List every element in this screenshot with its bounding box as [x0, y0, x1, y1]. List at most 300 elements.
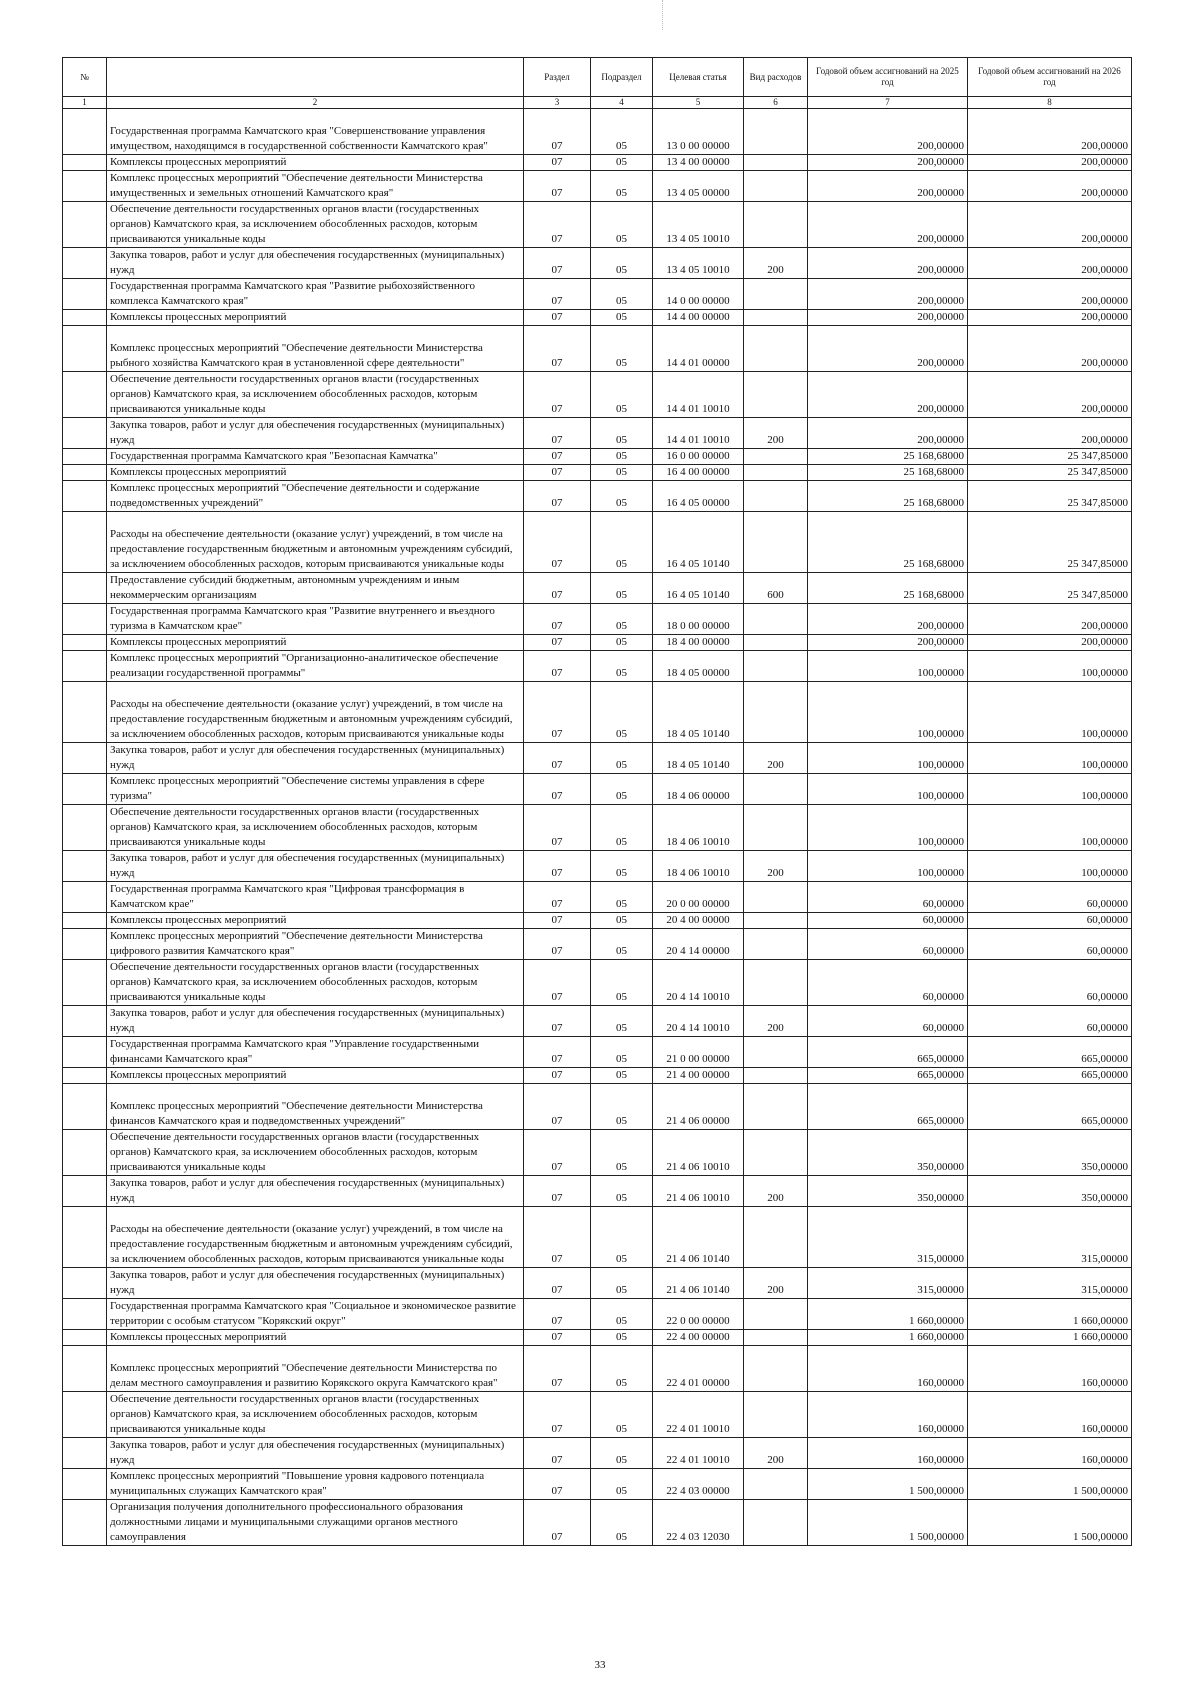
table-row — [63, 651, 1132, 682]
row-razdel-cell: 07 — [524, 481, 591, 512]
table-column-numbers-row — [63, 97, 1132, 109]
row-name-cell: Расходы на обеспечение деятельности (оказание услуг) учреждений, в том числе на предоставление государственным бюджетным и автономным учреждениям субсидий, за исключением обособленных расходов, которым присваиваются уникальные коды — [107, 1207, 524, 1268]
row-amount-2025-cell: 200,00000 — [808, 635, 968, 651]
table-row — [63, 326, 1132, 372]
row-number-cell — [63, 481, 107, 512]
row-name-cell: Государственная программа Камчатского края "Управление государственными финансами Камчатского края" — [107, 1037, 524, 1068]
row-amount-2026-cell: 1 500,00000 — [968, 1500, 1132, 1546]
row-expense-type-cell — [744, 604, 808, 635]
row-amount-2025-cell: 1 660,00000 — [808, 1330, 968, 1346]
row-name-cell: Комплексы процессных мероприятий — [107, 465, 524, 481]
row-amount-2026-cell: 100,00000 — [968, 651, 1132, 682]
row-amount-2025-cell: 60,00000 — [808, 1006, 968, 1037]
row-razdel-cell: 07 — [524, 960, 591, 1006]
row-target-article-cell: 21 4 06 10140 — [653, 1207, 744, 1268]
row-podrazdel-cell: 05 — [591, 929, 653, 960]
row-expense-type-cell — [744, 372, 808, 418]
row-amount-2026-cell: 100,00000 — [968, 805, 1132, 851]
row-name-cell: Закупка товаров, работ и услуг для обеспечения государственных (муниципальных) нужд — [107, 1176, 524, 1207]
row-target-article-cell: 22 4 01 10010 — [653, 1438, 744, 1469]
row-amount-2025-cell: 200,00000 — [808, 248, 968, 279]
table-row — [63, 851, 1132, 882]
table-row — [63, 1068, 1132, 1084]
table-row — [63, 1037, 1132, 1068]
row-target-article-cell: 14 4 00 00000 — [653, 310, 744, 326]
row-expense-type-cell — [744, 1469, 808, 1500]
row-razdel-cell: 07 — [524, 805, 591, 851]
row-number-cell — [63, 1268, 107, 1299]
row-target-article-cell: 13 4 05 00000 — [653, 171, 744, 202]
row-name-cell: Обеспечение деятельности государственных органов власти (государственных органов) Камчатского края, за исключением обособленных расходов, которым присваиваются уникальные коды — [107, 805, 524, 851]
row-podrazdel-cell: 05 — [591, 743, 653, 774]
row-expense-type-cell: 200 — [744, 248, 808, 279]
row-target-article-cell: 18 0 00 00000 — [653, 604, 744, 635]
row-podrazdel-cell: 05 — [591, 1500, 653, 1546]
row-expense-type-cell — [744, 929, 808, 960]
row-expense-type-cell — [744, 1037, 808, 1068]
column-number: 3 — [524, 97, 591, 109]
row-amount-2025-cell: 200,00000 — [808, 155, 968, 171]
table-row — [63, 279, 1132, 310]
row-amount-2025-cell: 60,00000 — [808, 929, 968, 960]
row-amount-2025-cell: 1 500,00000 — [808, 1469, 968, 1500]
row-razdel-cell: 07 — [524, 851, 591, 882]
table-row — [63, 109, 1132, 155]
row-amount-2026-cell: 25 347,85000 — [968, 512, 1132, 573]
row-expense-type-cell — [744, 512, 808, 573]
row-number-cell — [63, 326, 107, 372]
row-amount-2025-cell: 200,00000 — [808, 418, 968, 449]
row-expense-type-cell — [744, 155, 808, 171]
row-target-article-cell: 16 4 05 00000 — [653, 481, 744, 512]
row-razdel-cell: 07 — [524, 929, 591, 960]
row-name-cell: Комплекс процессных мероприятий "Обеспечение деятельности Министерства финансов Камчатского края и подведомственных учреждений" — [107, 1084, 524, 1130]
row-number-cell — [63, 929, 107, 960]
row-podrazdel-cell: 05 — [591, 512, 653, 573]
row-target-article-cell: 16 4 05 10140 — [653, 573, 744, 604]
row-target-article-cell: 13 4 00 00000 — [653, 155, 744, 171]
row-target-article-cell: 18 4 05 10140 — [653, 682, 744, 743]
row-target-article-cell: 18 4 05 00000 — [653, 651, 744, 682]
row-razdel-cell: 07 — [524, 774, 591, 805]
row-number-cell — [63, 1469, 107, 1500]
row-name-cell: Обеспечение деятельности государственных органов власти (государственных органов) Камчатского края, за исключением обособленных расходов, которым присваиваются уникальные коды — [107, 1392, 524, 1438]
table-row — [63, 1299, 1132, 1330]
row-podrazdel-cell: 05 — [591, 449, 653, 465]
row-razdel-cell: 07 — [524, 326, 591, 372]
row-expense-type-cell — [744, 1207, 808, 1268]
row-amount-2026-cell: 60,00000 — [968, 1006, 1132, 1037]
row-amount-2025-cell: 350,00000 — [808, 1176, 968, 1207]
row-number-cell — [63, 960, 107, 1006]
row-amount-2026-cell: 25 347,85000 — [968, 573, 1132, 604]
row-podrazdel-cell: 05 — [591, 1392, 653, 1438]
row-podrazdel-cell: 05 — [591, 1346, 653, 1392]
table-row — [63, 1330, 1132, 1346]
row-amount-2025-cell: 100,00000 — [808, 805, 968, 851]
row-expense-type-cell — [744, 1068, 808, 1084]
row-amount-2026-cell: 1 660,00000 — [968, 1299, 1132, 1330]
row-razdel-cell: 07 — [524, 1068, 591, 1084]
row-expense-type-cell — [744, 1130, 808, 1176]
row-razdel-cell: 07 — [524, 1469, 591, 1500]
row-amount-2026-cell: 1 660,00000 — [968, 1330, 1132, 1346]
header-podrazdel: Подраздел — [591, 58, 653, 97]
row-expense-type-cell — [744, 465, 808, 481]
row-podrazdel-cell: 05 — [591, 1438, 653, 1469]
row-number-cell — [63, 248, 107, 279]
row-razdel-cell: 07 — [524, 279, 591, 310]
row-amount-2026-cell: 200,00000 — [968, 202, 1132, 248]
row-amount-2025-cell: 100,00000 — [808, 682, 968, 743]
row-target-article-cell: 21 4 06 00000 — [653, 1084, 744, 1130]
row-number-cell — [63, 913, 107, 929]
row-amount-2025-cell: 100,00000 — [808, 743, 968, 774]
scan-artifact — [662, 0, 665, 30]
row-name-cell: Закупка товаров, работ и услуг для обеспечения государственных (муниципальных) нужд — [107, 1268, 524, 1299]
row-podrazdel-cell: 05 — [591, 1130, 653, 1176]
table-row — [63, 805, 1132, 851]
table-row — [63, 481, 1132, 512]
row-number-cell — [63, 109, 107, 155]
row-number-cell — [63, 1037, 107, 1068]
row-name-cell: Комплекс процессных мероприятий "Обеспечение деятельности Министерства цифрового развития Камчатского края" — [107, 929, 524, 960]
row-name-cell: Комплексы процессных мероприятий — [107, 635, 524, 651]
row-number-cell — [63, 1068, 107, 1084]
row-razdel-cell: 07 — [524, 248, 591, 279]
table-row — [63, 1176, 1132, 1207]
table-row — [63, 1500, 1132, 1546]
row-number-cell — [63, 1330, 107, 1346]
row-podrazdel-cell: 05 — [591, 372, 653, 418]
header-target-article: Целевая статья — [653, 58, 744, 97]
row-expense-type-cell — [744, 1330, 808, 1346]
row-target-article-cell: 14 4 01 10010 — [653, 418, 744, 449]
row-podrazdel-cell: 05 — [591, 960, 653, 1006]
column-number: 4 — [591, 97, 653, 109]
table-row — [63, 202, 1132, 248]
row-expense-type-cell — [744, 635, 808, 651]
row-podrazdel-cell: 05 — [591, 155, 653, 171]
row-razdel-cell: 07 — [524, 604, 591, 635]
row-expense-type-cell — [744, 1500, 808, 1546]
row-razdel-cell: 07 — [524, 310, 591, 326]
row-target-article-cell: 18 4 06 00000 — [653, 774, 744, 805]
row-expense-type-cell — [744, 1084, 808, 1130]
row-razdel-cell: 07 — [524, 512, 591, 573]
row-amount-2026-cell: 665,00000 — [968, 1068, 1132, 1084]
row-name-cell: Обеспечение деятельности государственных органов власти (государственных органов) Камчатского края, за исключением обособленных расходов, которым присваиваются уникальные коды — [107, 372, 524, 418]
row-amount-2025-cell: 100,00000 — [808, 774, 968, 805]
row-podrazdel-cell: 05 — [591, 1330, 653, 1346]
row-name-cell: Расходы на обеспечение деятельности (оказание услуг) учреждений, в том числе на предоставление государственным бюджетным и автономным учреждениям субсидий, за исключением обособленных расходов, которым присваиваются уникальные коды — [107, 512, 524, 573]
row-target-article-cell: 16 4 05 10140 — [653, 512, 744, 573]
table-row — [63, 465, 1132, 481]
row-name-cell: Комплексы процессных мероприятий — [107, 310, 524, 326]
table-row — [63, 682, 1132, 743]
row-number-cell — [63, 1006, 107, 1037]
table-row — [63, 1392, 1132, 1438]
row-amount-2026-cell: 100,00000 — [968, 774, 1132, 805]
row-number-cell — [63, 372, 107, 418]
row-number-cell — [63, 805, 107, 851]
row-podrazdel-cell: 05 — [591, 1037, 653, 1068]
row-amount-2026-cell: 60,00000 — [968, 882, 1132, 913]
row-number-cell — [63, 1130, 107, 1176]
row-razdel-cell: 07 — [524, 1299, 591, 1330]
row-expense-type-cell — [744, 171, 808, 202]
row-name-cell: Организация получения дополнительного профессионального образования должностными лицами и муниципальными служащими органов местного самоуправления — [107, 1500, 524, 1546]
table-row — [63, 573, 1132, 604]
row-number-cell — [63, 743, 107, 774]
row-amount-2026-cell: 1 500,00000 — [968, 1469, 1132, 1500]
row-target-article-cell: 22 4 01 00000 — [653, 1346, 744, 1392]
row-name-cell: Комплексы процессных мероприятий — [107, 1068, 524, 1084]
row-amount-2025-cell: 315,00000 — [808, 1207, 968, 1268]
row-razdel-cell: 07 — [524, 449, 591, 465]
row-amount-2025-cell: 200,00000 — [808, 279, 968, 310]
row-expense-type-cell: 200 — [744, 418, 808, 449]
row-razdel-cell: 07 — [524, 573, 591, 604]
row-amount-2025-cell: 25 168,68000 — [808, 465, 968, 481]
row-podrazdel-cell: 05 — [591, 1176, 653, 1207]
row-target-article-cell: 20 0 00 00000 — [653, 882, 744, 913]
row-podrazdel-cell: 05 — [591, 481, 653, 512]
row-razdel-cell: 07 — [524, 109, 591, 155]
row-name-cell: Закупка товаров, работ и услуг для обеспечения государственных (муниципальных) нужд — [107, 1006, 524, 1037]
row-expense-type-cell: 200 — [744, 1438, 808, 1469]
row-number-cell — [63, 1438, 107, 1469]
table-row — [63, 1268, 1132, 1299]
row-amount-2025-cell: 665,00000 — [808, 1068, 968, 1084]
row-podrazdel-cell: 05 — [591, 682, 653, 743]
row-name-cell: Государственная программа Камчатского края "Цифровая трансформация в Камчатском крае" — [107, 882, 524, 913]
row-amount-2025-cell: 665,00000 — [808, 1084, 968, 1130]
row-amount-2025-cell: 100,00000 — [808, 651, 968, 682]
row-podrazdel-cell: 05 — [591, 202, 653, 248]
table-row — [63, 449, 1132, 465]
row-amount-2026-cell: 60,00000 — [968, 960, 1132, 1006]
row-number-cell — [63, 851, 107, 882]
row-expense-type-cell — [744, 109, 808, 155]
row-number-cell — [63, 155, 107, 171]
row-amount-2025-cell: 160,00000 — [808, 1346, 968, 1392]
row-amount-2026-cell: 160,00000 — [968, 1346, 1132, 1392]
row-number-cell — [63, 449, 107, 465]
row-amount-2025-cell: 665,00000 — [808, 1037, 968, 1068]
row-podrazdel-cell: 05 — [591, 1006, 653, 1037]
row-amount-2026-cell: 200,00000 — [968, 109, 1132, 155]
row-podrazdel-cell: 05 — [591, 1469, 653, 1500]
row-amount-2026-cell: 25 347,85000 — [968, 465, 1132, 481]
table-row — [63, 155, 1132, 171]
table-row — [63, 418, 1132, 449]
row-amount-2026-cell: 200,00000 — [968, 279, 1132, 310]
row-expense-type-cell: 200 — [744, 1006, 808, 1037]
row-amount-2026-cell: 200,00000 — [968, 372, 1132, 418]
row-amount-2026-cell: 200,00000 — [968, 248, 1132, 279]
row-razdel-cell: 07 — [524, 882, 591, 913]
column-number: 8 — [968, 97, 1132, 109]
table-row — [63, 929, 1132, 960]
row-target-article-cell: 20 4 00 00000 — [653, 913, 744, 929]
row-amount-2025-cell: 200,00000 — [808, 171, 968, 202]
budget-allocation-table — [62, 57, 1132, 1546]
row-expense-type-cell — [744, 326, 808, 372]
column-number: 2 — [107, 97, 524, 109]
row-name-cell: Комплексы процессных мероприятий — [107, 155, 524, 171]
row-name-cell: Государственная программа Камчатского края "Развитие рыбохозяйственного комплекса Камчатского края" — [107, 279, 524, 310]
header-year-2026: Годовой объем ассигнований на 2026 год — [968, 58, 1132, 97]
column-number: 1 — [63, 97, 107, 109]
row-target-article-cell: 18 4 06 10010 — [653, 851, 744, 882]
row-amount-2025-cell: 25 168,68000 — [808, 573, 968, 604]
row-target-article-cell: 22 4 01 10010 — [653, 1392, 744, 1438]
row-name-cell: Государственная программа Камчатского края "Безопасная Камчатка" — [107, 449, 524, 465]
row-expense-type-cell — [744, 682, 808, 743]
row-name-cell: Комплекс процессных мероприятий "Обеспечение деятельности Министерства имущественных и земельных отношений Камчатского края" — [107, 171, 524, 202]
row-target-article-cell: 21 4 06 10140 — [653, 1268, 744, 1299]
row-podrazdel-cell: 05 — [591, 1084, 653, 1130]
row-podrazdel-cell: 05 — [591, 604, 653, 635]
row-number-cell — [63, 1084, 107, 1130]
column-number: 6 — [744, 97, 808, 109]
row-amount-2025-cell: 60,00000 — [808, 960, 968, 1006]
row-number-cell — [63, 604, 107, 635]
row-number-cell — [63, 1500, 107, 1546]
row-amount-2026-cell: 200,00000 — [968, 604, 1132, 635]
column-number: 7 — [808, 97, 968, 109]
row-amount-2025-cell: 1 660,00000 — [808, 1299, 968, 1330]
row-amount-2025-cell: 200,00000 — [808, 310, 968, 326]
row-name-cell: Предоставление субсидий бюджетным, автономным учреждениям и иным некоммерческим организациям — [107, 573, 524, 604]
row-podrazdel-cell: 05 — [591, 913, 653, 929]
row-expense-type-cell — [744, 1299, 808, 1330]
row-amount-2026-cell: 100,00000 — [968, 682, 1132, 743]
row-name-cell: Закупка товаров, работ и услуг для обеспечения государственных (муниципальных) нужд — [107, 851, 524, 882]
row-name-cell: Закупка товаров, работ и услуг для обеспечения государственных (муниципальных) нужд — [107, 743, 524, 774]
row-target-article-cell: 21 4 06 10010 — [653, 1176, 744, 1207]
row-target-article-cell: 13 4 05 10010 — [653, 202, 744, 248]
row-target-article-cell: 18 4 05 10140 — [653, 743, 744, 774]
row-name-cell: Закупка товаров, работ и услуг для обеспечения государственных (муниципальных) нужд — [107, 418, 524, 449]
row-expense-type-cell: 200 — [744, 1268, 808, 1299]
row-number-cell — [63, 682, 107, 743]
row-expense-type-cell — [744, 913, 808, 929]
row-razdel-cell: 07 — [524, 1006, 591, 1037]
row-target-article-cell: 14 4 01 10010 — [653, 372, 744, 418]
row-number-cell — [63, 202, 107, 248]
table-row — [63, 1084, 1132, 1130]
row-expense-type-cell — [744, 481, 808, 512]
row-razdel-cell: 07 — [524, 635, 591, 651]
row-podrazdel-cell: 05 — [591, 171, 653, 202]
row-expense-type-cell — [744, 805, 808, 851]
header-name — [107, 58, 524, 97]
row-razdel-cell: 07 — [524, 465, 591, 481]
row-expense-type-cell — [744, 310, 808, 326]
table-row — [63, 372, 1132, 418]
row-amount-2026-cell: 160,00000 — [968, 1392, 1132, 1438]
row-expense-type-cell — [744, 202, 808, 248]
row-razdel-cell: 07 — [524, 913, 591, 929]
row-number-cell — [63, 512, 107, 573]
row-name-cell: Комплекс процессных мероприятий "Обеспечение деятельности Министерства по делам местного самоуправления и развитию Корякского округа Камчатского края" — [107, 1346, 524, 1392]
row-amount-2025-cell: 160,00000 — [808, 1392, 968, 1438]
row-name-cell: Комплекс процессных мероприятий "Организационно-аналитическое обеспечение реализации государственной программы" — [107, 651, 524, 682]
row-amount-2025-cell: 60,00000 — [808, 882, 968, 913]
row-podrazdel-cell: 05 — [591, 774, 653, 805]
row-name-cell: Государственная программа Камчатского края "Совершенствование управления имуществом, находящимся в государственной собственности Камчатского края" — [107, 109, 524, 155]
row-target-article-cell: 20 4 14 00000 — [653, 929, 744, 960]
row-amount-2026-cell: 200,00000 — [968, 418, 1132, 449]
row-target-article-cell: 16 4 00 00000 — [653, 465, 744, 481]
row-name-cell: Комплекс процессных мероприятий "Обеспечение деятельности Министерства рыбного хозяйства Камчатского края в установленной сфере деятельности" — [107, 326, 524, 372]
row-name-cell: Государственная программа Камчатского края "Развитие внутреннего и въездного туризма в Камчатском крае" — [107, 604, 524, 635]
row-razdel-cell: 07 — [524, 1130, 591, 1176]
row-razdel-cell: 07 — [524, 1037, 591, 1068]
row-name-cell: Закупка товаров, работ и услуг для обеспечения государственных (муниципальных) нужд — [107, 1438, 524, 1469]
row-razdel-cell: 07 — [524, 171, 591, 202]
row-amount-2026-cell: 160,00000 — [968, 1438, 1132, 1469]
row-number-cell — [63, 774, 107, 805]
row-number-cell — [63, 310, 107, 326]
table-row — [63, 1207, 1132, 1268]
row-name-cell: Обеспечение деятельности государственных органов власти (государственных органов) Камчатского края, за исключением обособленных расходов, которым присваиваются уникальные коды — [107, 1130, 524, 1176]
row-podrazdel-cell: 05 — [591, 1299, 653, 1330]
header-number: № — [63, 58, 107, 97]
header-year-2025: Годовой объем ассигнований на 2025 год — [808, 58, 968, 97]
row-target-article-cell: 21 4 06 10010 — [653, 1130, 744, 1176]
row-amount-2025-cell: 200,00000 — [808, 202, 968, 248]
page-number: 33 — [594, 1659, 606, 1671]
row-razdel-cell: 07 — [524, 1268, 591, 1299]
row-podrazdel-cell: 05 — [591, 635, 653, 651]
row-podrazdel-cell: 05 — [591, 310, 653, 326]
row-name-cell: Расходы на обеспечение деятельности (оказание услуг) учреждений, в том числе на предоставление государственным бюджетным и автономным учреждениям субсидий, за исключением обособленных расходов, которым присваиваются уникальные коды — [107, 682, 524, 743]
row-amount-2025-cell: 315,00000 — [808, 1268, 968, 1299]
row-amount-2026-cell: 100,00000 — [968, 743, 1132, 774]
row-name-cell: Комплекс процессных мероприятий "Повышение уровня кадрового потенциала муниципальных служащих Камчатского края" — [107, 1469, 524, 1500]
table-row — [63, 512, 1132, 573]
row-target-article-cell: 13 0 00 00000 — [653, 109, 744, 155]
header-razdel: Раздел — [524, 58, 591, 97]
row-name-cell: Комплексы процессных мероприятий — [107, 1330, 524, 1346]
row-name-cell: Обеспечение деятельности государственных органов власти (государственных органов) Камчатского края, за исключением обособленных расходов, которым присваиваются уникальные коды — [107, 202, 524, 248]
row-podrazdel-cell: 05 — [591, 882, 653, 913]
row-podrazdel-cell: 05 — [591, 418, 653, 449]
row-podrazdel-cell: 05 — [591, 109, 653, 155]
row-expense-type-cell — [744, 1392, 808, 1438]
row-number-cell — [63, 171, 107, 202]
row-amount-2025-cell: 200,00000 — [808, 109, 968, 155]
row-amount-2025-cell: 160,00000 — [808, 1438, 968, 1469]
row-number-cell — [63, 882, 107, 913]
row-expense-type-cell: 600 — [744, 573, 808, 604]
row-podrazdel-cell: 05 — [591, 1068, 653, 1084]
row-target-article-cell: 14 0 00 00000 — [653, 279, 744, 310]
row-expense-type-cell — [744, 279, 808, 310]
row-target-article-cell: 22 4 00 00000 — [653, 1330, 744, 1346]
row-expense-type-cell — [744, 774, 808, 805]
table-row — [63, 248, 1132, 279]
row-amount-2026-cell: 60,00000 — [968, 929, 1132, 960]
row-amount-2025-cell: 25 168,68000 — [808, 481, 968, 512]
row-target-article-cell: 20 4 14 10010 — [653, 960, 744, 1006]
row-amount-2025-cell: 200,00000 — [808, 372, 968, 418]
row-name-cell: Обеспечение деятельности государственных органов власти (государственных органов) Камчатского края, за исключением обособленных расходов, которым присваиваются уникальные коды — [107, 960, 524, 1006]
row-amount-2025-cell: 200,00000 — [808, 326, 968, 372]
